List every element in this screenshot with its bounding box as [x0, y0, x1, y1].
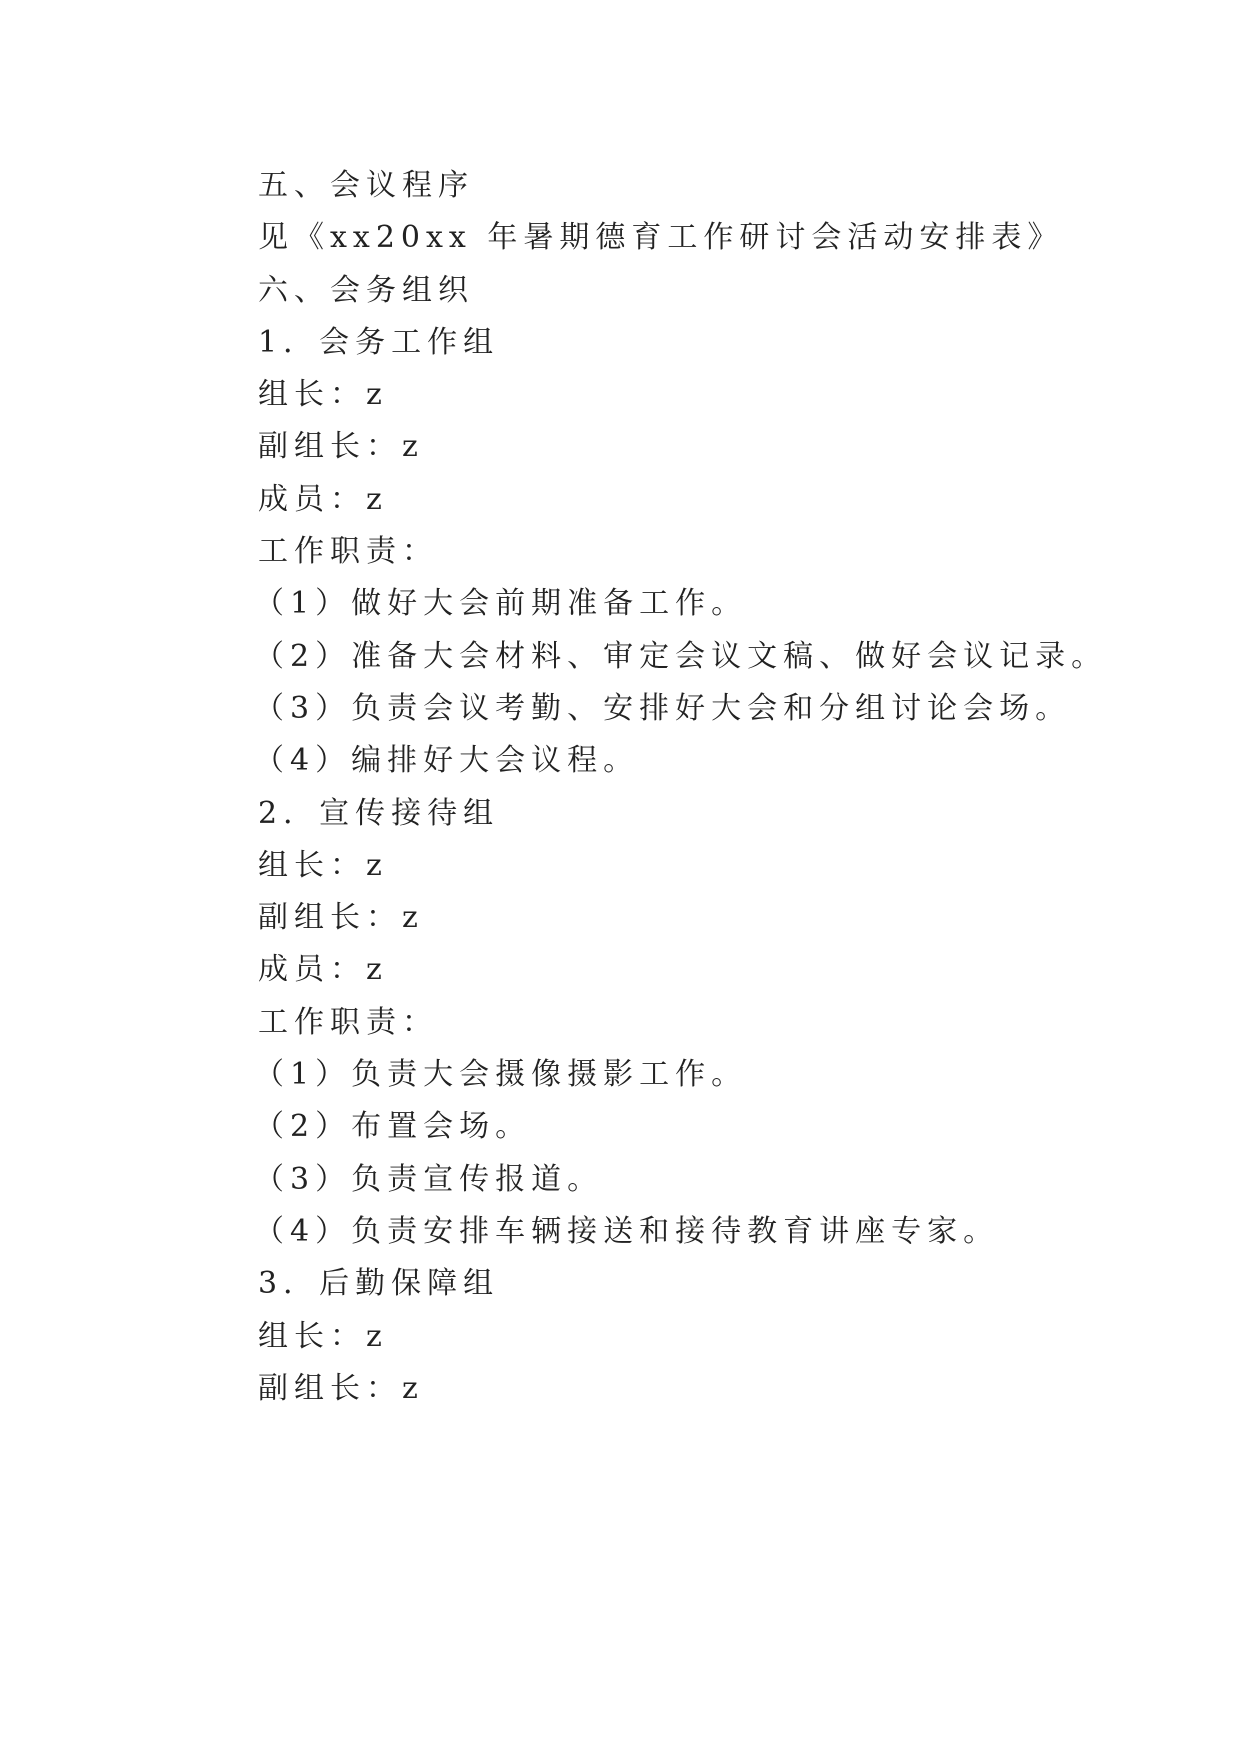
publicity-duty-item: （4）负责安排车辆接送和接待教育讲座专家。: [254, 1213, 1000, 1249]
affairs-duty-item: （3）负责会议考勤、安排好大会和分组讨论会场。: [254, 690, 1072, 726]
affairs-group-deputy-leader: 副组长：z: [258, 429, 424, 465]
publicity-group-leader: 组长：z: [258, 847, 388, 883]
publicity-group-duties-label: 工作职责：: [258, 1004, 438, 1040]
logistics-group-deputy-leader: 副组长：z: [258, 1370, 424, 1406]
affairs-duty-item: （2）准备大会材料、审定会议文稿、做好会议记录。: [254, 638, 1108, 674]
affairs-group-duties-label: 工作职责：: [258, 534, 438, 570]
publicity-duty-item: （2）布置会场。: [254, 1109, 532, 1145]
publicity-duty-item: （1）负责大会摄像摄影工作。: [254, 1057, 748, 1093]
publicity-duty-item: （3）负责宣传报道。: [254, 1161, 604, 1197]
subheading-publicity-reception-group: 2．宣传接待组: [258, 795, 500, 831]
section-heading-meeting-procedure: 五、会议程序: [258, 168, 474, 203]
affairs-group-members: 成员：z: [258, 481, 388, 517]
subheading-affairs-group: 1．会务工作组: [258, 324, 500, 360]
document-body: [254, 160, 1158, 1415]
paragraph-schedule-reference: 见《xx20xx 年暑期德育工作研讨会活动安排表》: [258, 220, 1064, 256]
subheading-logistics-group: 3．后勤保障组: [258, 1266, 500, 1302]
affairs-duty-item: （4）编排好大会议程。: [254, 743, 640, 779]
section-heading-meeting-organization: 六、会务组织: [258, 272, 474, 308]
publicity-group-deputy-leader: 副组长：z: [258, 900, 424, 936]
logistics-group-leader: 组长：z: [258, 1318, 388, 1354]
affairs-duty-item: （1）做好大会前期准备工作。: [254, 586, 748, 622]
publicity-group-members: 成员：z: [258, 952, 388, 988]
affairs-group-leader: 组长：z: [258, 377, 388, 413]
